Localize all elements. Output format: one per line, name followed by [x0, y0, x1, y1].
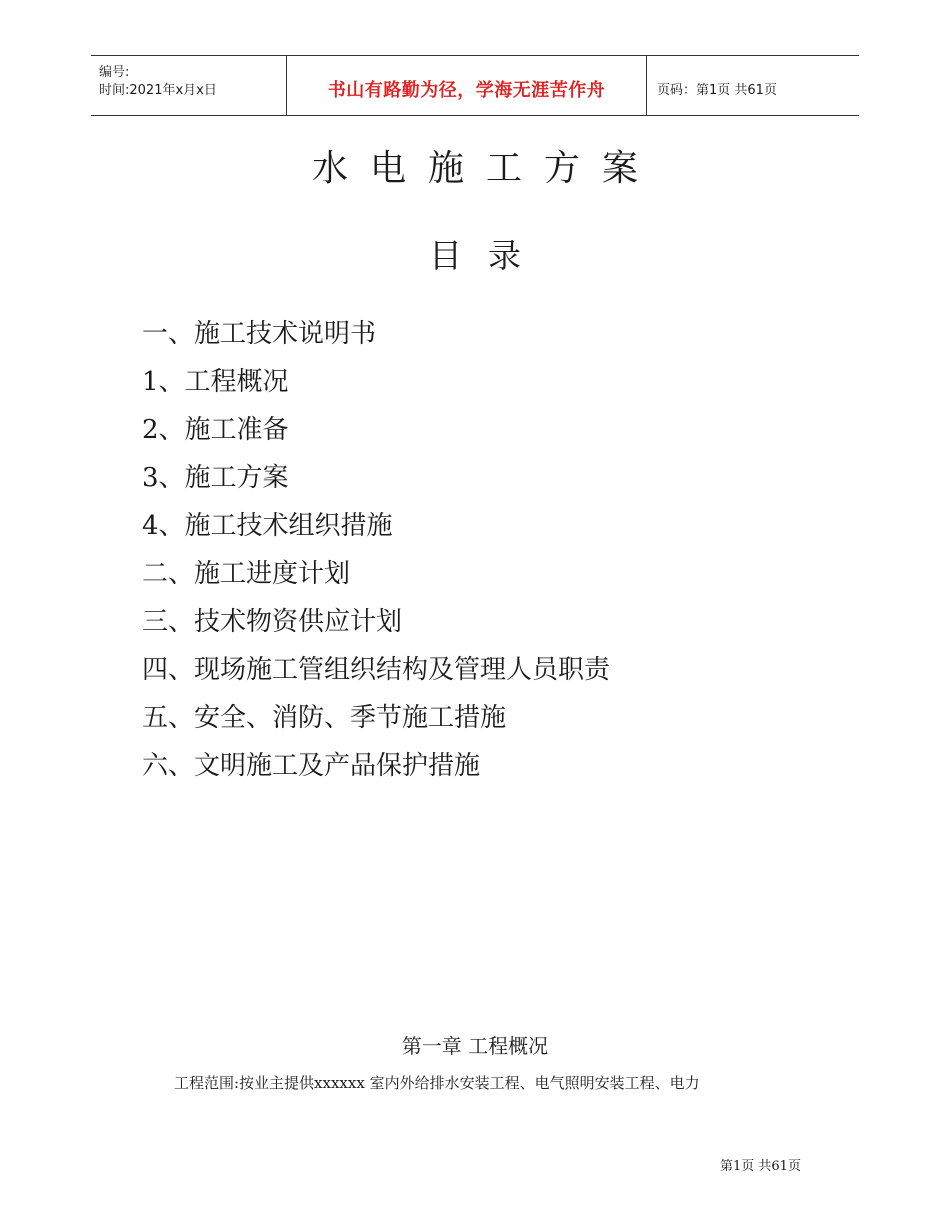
chapter-heading: 第一章 工程概况: [401, 1034, 549, 1058]
header-motto: 书山有路勤为径，学海无涯苦作舟: [327, 80, 606, 101]
page-header: [91, 55, 859, 116]
toc-item: 1、工程概况: [142, 367, 289, 397]
header-meta-cell: [91, 56, 287, 115]
toc-item: 一、施工技术说明书: [142, 319, 377, 349]
toc-item: 二、施工进度计划: [142, 559, 351, 589]
table-of-contents: [142, 310, 610, 790]
document-title: 水电施工方案: [311, 148, 660, 189]
toc-item: 4、施工技术组织措施: [142, 511, 393, 541]
doc-time-label: 时间:2021年x月x日: [99, 83, 217, 98]
header-motto-cell: [287, 56, 647, 115]
toc-item: 六、文明施工及产品保护措施: [142, 751, 481, 781]
header-page-cell: [647, 56, 859, 115]
toc-item: 2、施工准备: [142, 415, 289, 445]
toc-heading: 目录: [429, 236, 547, 275]
toc-item: 四、现场施工管组织结构及管理人员职责: [142, 655, 611, 685]
toc-item: 3、施工方案: [142, 463, 289, 493]
page-footer: 第1页 共61页: [720, 1159, 801, 1174]
toc-item: 五、安全、消防、季节施工措施: [142, 703, 507, 733]
header-page-info: 页码：第1页 共61页: [657, 83, 777, 98]
toc-item: 三、技术物资供应计划: [142, 607, 403, 637]
scope-paragraph: 工程范围:按业主提供xxxxxx 室内外给排水安装工程、电气照明安装工程、电力: [174, 1074, 700, 1092]
doc-number-label: 编号:: [99, 65, 130, 80]
